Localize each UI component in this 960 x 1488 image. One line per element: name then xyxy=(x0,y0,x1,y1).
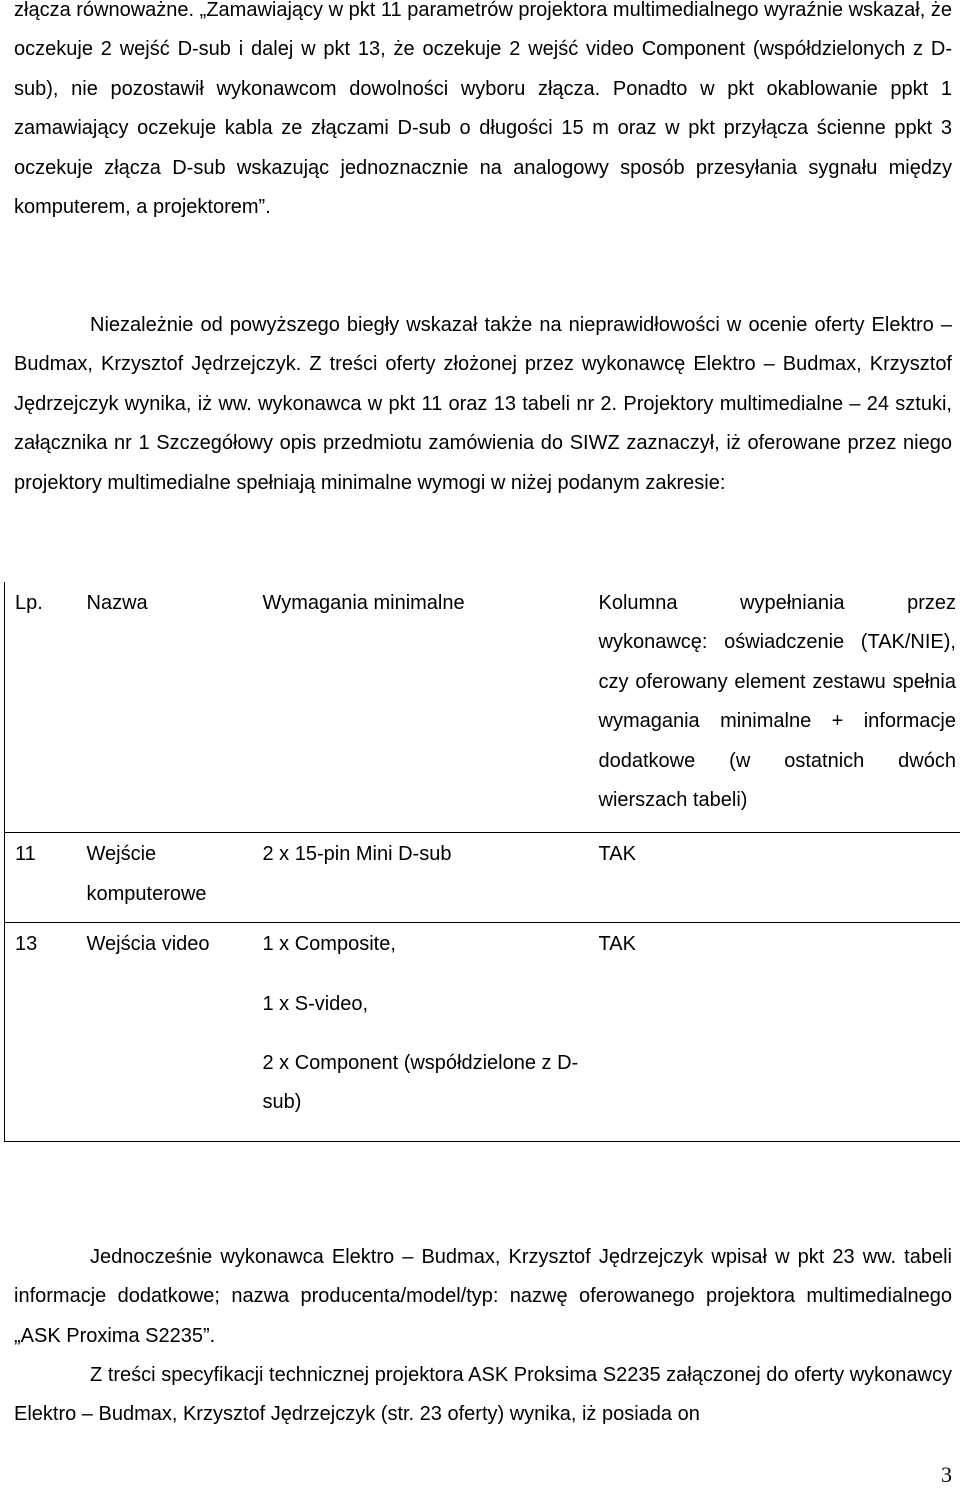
paragraph-2: Niezależnie od powyższego biegły wskazał także na nieprawidłowości w ocenie oferty Elektro – Budmax, Krzysztof Jędrzejczyk. Z treści oferty złożonej przez wykonawcę Elektro – Budmax, Krzysztof Jędrzejczyk wynika, iż ww. wykonawca w pkt 11 oraz 13 tabeli nr 2. Projektory multimedialne – 24 sztuki, załącznika nr 1 Szczegółowy opis przedmiotu zamówienia do SIWZ zaznaczył, iż oferowane przez niego projektory multimedialne spełniają minimalne wymogi w niżej podanym zakresie: xyxy=(14,314,952,494)
row-13-wymagania xyxy=(253,923,589,1142)
row-11-nazwa: Wejście komputerowe xyxy=(77,833,253,923)
row-13-lp: 13 xyxy=(5,923,77,1142)
header-kolumna: Kolumna wypełniania przez wykonawcę: oświadczenie (TAK/NIE), czy oferowany element zestawu spełnia wymagania minimalne + informacje dodatkowe (w ostatnich dwóch wierszach tabeli) xyxy=(589,582,960,833)
paragraph-4: Z treści specyfikacji technicznej projektora ASK Proksima S2235 załączonej do oferty wykonawcy Elektro – Budmax, Krzysztof Jędrzejczyk (str. 23 oferty) wynika, iż posiada on xyxy=(14,1364,952,1426)
row-11-lp: 11 xyxy=(5,833,77,923)
header-wymagania: Wymagania minimalne xyxy=(253,582,589,833)
row-13-nazwa: Wejścia video xyxy=(77,923,253,1142)
page-number: 3 xyxy=(941,1462,952,1487)
table-header-row xyxy=(5,582,960,833)
row-11-kolumna: TAK xyxy=(589,833,960,923)
row-13-wymagania-line-3: 2 x Component (współdzielone z D-sub) xyxy=(262,1052,579,1114)
paragraph-3: Jednocześnie wykonawca Elektro – Budmax, Krzysztof Jędrzejczyk wpisał w pkt 23 ww. tabeli informacje dodatkowe; nazwa producenta/model/typ: nazwę oferowanego projektora multimedialnego „ASK Proxima S2235”. xyxy=(14,1246,952,1347)
row-11-wymagania: 2 x 15-pin Mini D-sub xyxy=(253,833,589,923)
table-row xyxy=(5,833,960,923)
row-13-wymagania-line-1: 1 x Composite, xyxy=(262,933,396,956)
header-lp: Lp. xyxy=(5,582,77,833)
row-13-wymagania-line-2: 1 x S-video, xyxy=(262,992,369,1015)
header-nazwa: Nazwa xyxy=(77,582,253,833)
requirements-table xyxy=(4,582,960,1142)
paragraph-1: złącza równoważne. „Zamawiający w pkt 11 parametrów projektora multimedialnego wyraźnie wskazał, że oczekuje 2 wejść D-sub i dalej w pkt 13, że oczekuje 2 wejść video Component (współdzielonych z D-sub), nie pozostawił wykonawcom dowolności wyboru złącza. Ponadto w pkt okablowanie ppkt 1 zamawiający oczekuje kabla ze złączami D-sub o długości 15 m oraz w pkt przyłącza ścienne ppkt 3 oczekuje złącza D-sub wskazując jednoznacznie na analogowy sposób przesyłania sygnału między komputerem, a projektorem”. xyxy=(14,0,952,219)
row-13-kolumna: TAK xyxy=(589,923,960,1142)
table-row xyxy=(5,923,960,1142)
